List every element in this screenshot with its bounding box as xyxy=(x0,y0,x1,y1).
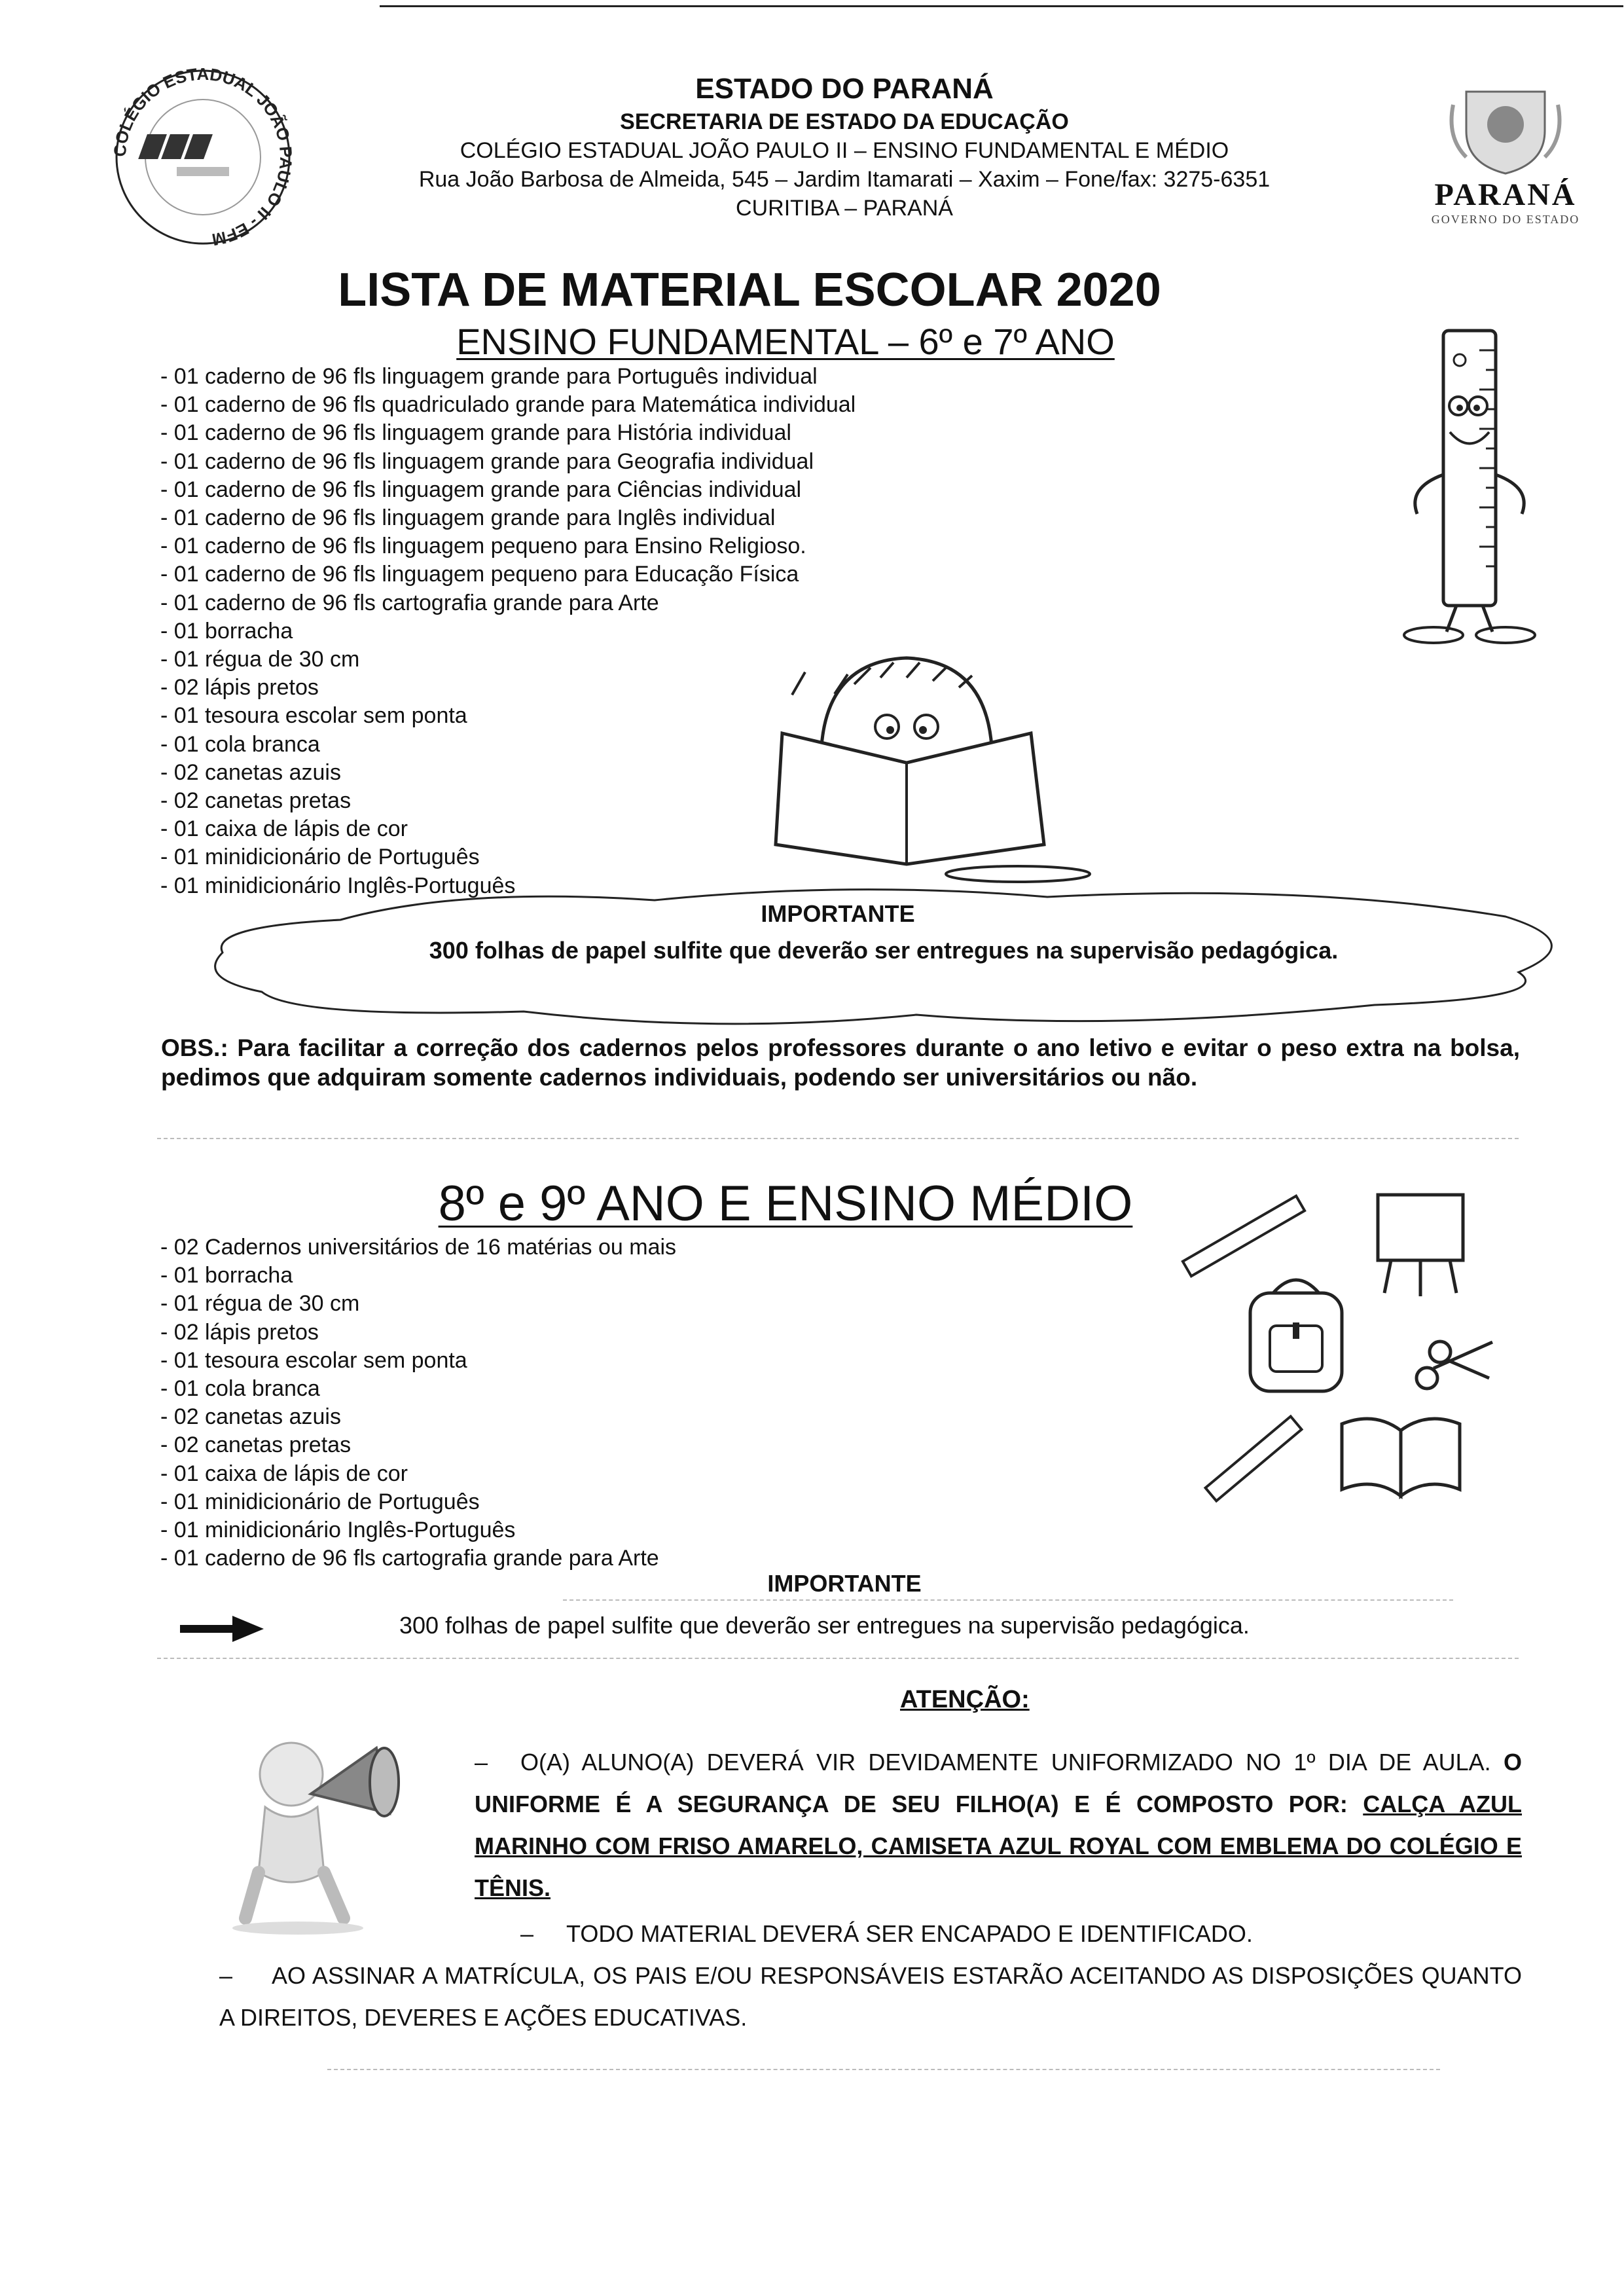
page-title: LISTA DE MATERIAL ESCOLAR 2020 xyxy=(338,264,1161,316)
parana-logo xyxy=(1414,79,1597,227)
scan-edge xyxy=(380,5,1623,7)
section2-list xyxy=(160,1233,1011,1573)
list-item: - 01 caderno de 96 fls cartografia grande para Arte xyxy=(160,1544,1011,1573)
list-item: - 02 canetas pretas xyxy=(160,1431,1011,1459)
section1-heading-text: ENSINO FUNDAMENTAL – 6º e 7º ANO xyxy=(456,321,1115,362)
list-item: - 01 caderno de 96 fls linguagem pequeno para Educação Física xyxy=(160,560,979,589)
megaphone-figure-icon xyxy=(219,1722,435,1938)
attention-p2: TODO MATERIAL DEVERÁ SER ENCAPADO E IDENTIFICADO. xyxy=(566,1920,1253,1947)
list-item: - 01 caderno de 96 fls linguagem grande para Inglês individual xyxy=(160,504,979,532)
attention-title: ATENÇÃO: xyxy=(900,1686,1030,1713)
list-item: - 01 minidicionário Inglês-Português xyxy=(160,872,979,900)
header-school: COLÉGIO ESTADUAL JOÃO PAULO II – ENSINO FUNDAMENTAL E MÉDIO xyxy=(460,138,1229,163)
list-item: - 01 caderno de 96 fls quadriculado grande para Matemática individual xyxy=(160,391,979,419)
page-header xyxy=(353,71,1335,223)
pencil-icon xyxy=(1206,1416,1302,1501)
important-text-1: 300 folhas de papel sulfite que deverão ser entregues na supervisão pedagógica. xyxy=(429,937,1339,964)
list-item: - 01 régua de 30 cm xyxy=(160,646,979,674)
attention-paragraph-3 xyxy=(219,1955,1522,2039)
attention-p1-part1: O(A) ALUNO(A) DEVERÁ VIR DEVIDAMENTE UNIFORMIZADO NO 1º DIA DE AULA. xyxy=(520,1749,1491,1776)
list-item: - 01 caderno de 96 fls linguagem grande para História individual xyxy=(160,419,979,447)
list-item: - 01 tesoura escolar sem ponta xyxy=(160,702,979,730)
list-item: - 01 tesoura escolar sem ponta xyxy=(160,1347,1011,1375)
list-item: - 02 lápis pretos xyxy=(160,1319,1011,1347)
important-label-2: IMPORTANTE xyxy=(767,1570,922,1597)
divider xyxy=(157,1138,1519,1139)
scissors-icon xyxy=(1416,1341,1492,1389)
list-item: - 02 canetas pretas xyxy=(160,787,979,815)
header-secretariat: SECRETARIA DE ESTADO DA EDUCAÇÃO xyxy=(620,109,1069,134)
header-city: CURITIBA – PARANÁ xyxy=(736,196,953,221)
list-item: - 01 minidicionário de Português xyxy=(160,843,979,871)
school-supplies-icon xyxy=(1165,1188,1506,1516)
logo-subtitle: GOVERNO DO ESTADO xyxy=(1431,213,1580,226)
backpack-icon xyxy=(1250,1280,1342,1391)
divider xyxy=(563,1599,1453,1601)
section1-heading xyxy=(0,319,1571,364)
list-item: - 01 borracha xyxy=(160,617,979,646)
list-item: - 01 minidicionário de Português xyxy=(160,1488,1011,1516)
bullet-dash: – xyxy=(219,1962,233,1989)
list-item: - 01 cola branca xyxy=(160,731,979,759)
stamp-ring-text: COLÉGIO ESTADUAL JOÃO PAULO II - EFM xyxy=(109,64,297,250)
logo-name: PARANÁ xyxy=(1434,177,1577,212)
bullet-dash: – xyxy=(475,1749,488,1776)
header-address: Rua João Barbosa de Almeida, 545 – Jardim Itamarati – Xaxim – Fone/fax: 3275-6351 xyxy=(418,167,1271,192)
board-icon xyxy=(1378,1195,1463,1296)
list-item: - 01 borracha xyxy=(160,1262,1011,1290)
school-stamp xyxy=(98,62,308,252)
divider xyxy=(157,1658,1519,1659)
arrow-right-icon xyxy=(180,1614,265,1643)
obs-paragraph: OBS.: Para facilitar a correção dos cadernos pelos professores durante o ano letivo e evitar o peso extra na bolsa, pedimos que adquiram somente cadernos individuais, podendo ser universitários ou não. xyxy=(161,1034,1520,1091)
list-item: - 02 lápis pretos xyxy=(160,674,979,702)
ruler-cartoon-icon xyxy=(1381,324,1558,651)
list-item: - 01 caderno de 96 fls linguagem grande para Geografia individual xyxy=(160,448,979,476)
list-item: - 01 caderno de 96 fls linguagem grande para Português individual xyxy=(160,363,979,391)
bullet-dash: – xyxy=(520,1920,534,1947)
book-icon xyxy=(1342,1419,1460,1496)
list-item: - 01 caderno de 96 fls cartografia grande para Arte xyxy=(160,589,979,617)
important-text-2: 300 folhas de papel sulfite que deverão ser entregues na supervisão pedagógica. xyxy=(399,1612,1250,1639)
list-item: - 02 Cadernos universitários de 16 matérias ou mais xyxy=(160,1233,1011,1262)
attention-paragraph-1 xyxy=(475,1741,1522,1909)
list-item: - 01 caderno de 96 fls linguagem pequeno para Ensino Religioso. xyxy=(160,532,979,560)
list-item: - 01 caixa de lápis de cor xyxy=(160,1460,1011,1488)
ruler-icon xyxy=(1183,1196,1305,1277)
list-item: - 02 canetas azuis xyxy=(160,759,979,787)
attention-p3: AO ASSINAR A MATRÍCULA, OS PAIS E/OU RESPONSÁVEIS ESTARÃO ACEITANDO AS DISPOSIÇÕES QUANTO A DIREITOS, DEVERES E AÇÕES EDUCATIVAS. xyxy=(219,1962,1522,2031)
list-item: - 01 caixa de lápis de cor xyxy=(160,815,979,843)
attention-p1-part3: CALÇA AZUL MARINHO COM FRISO AMARELO, CAMISETA AZUL ROYAL COM EMBLEMA DO COLÉGIO E TÊNIS. xyxy=(475,1791,1522,1901)
important-label-1: IMPORTANTE xyxy=(761,900,915,927)
list-item: - 01 minidicionário Inglês-Português xyxy=(160,1516,1011,1544)
attention-paragraph-2 xyxy=(520,1913,1522,1955)
list-item: - 01 régua de 30 cm xyxy=(160,1290,1011,1318)
list-item: - 01 caderno de 96 fls linguagem grande para Ciências individual xyxy=(160,476,979,504)
list-item: - 02 canetas azuis xyxy=(160,1403,1011,1431)
list-item: - 01 cola branca xyxy=(160,1375,1011,1403)
divider xyxy=(327,2069,1440,2070)
boy-reading-icon xyxy=(756,648,1103,884)
attention-p1-part2: O UNIFORME É A SEGURANÇA DE SEU FILHO(A) E É COMPOSTO POR: xyxy=(475,1749,1523,1817)
section2-heading-text: 8º e 9º ANO E ENSINO MÉDIO xyxy=(438,1176,1133,1231)
coat-of-arms-icon xyxy=(1440,79,1571,177)
header-state: ESTADO DO PARANÁ xyxy=(695,73,994,105)
